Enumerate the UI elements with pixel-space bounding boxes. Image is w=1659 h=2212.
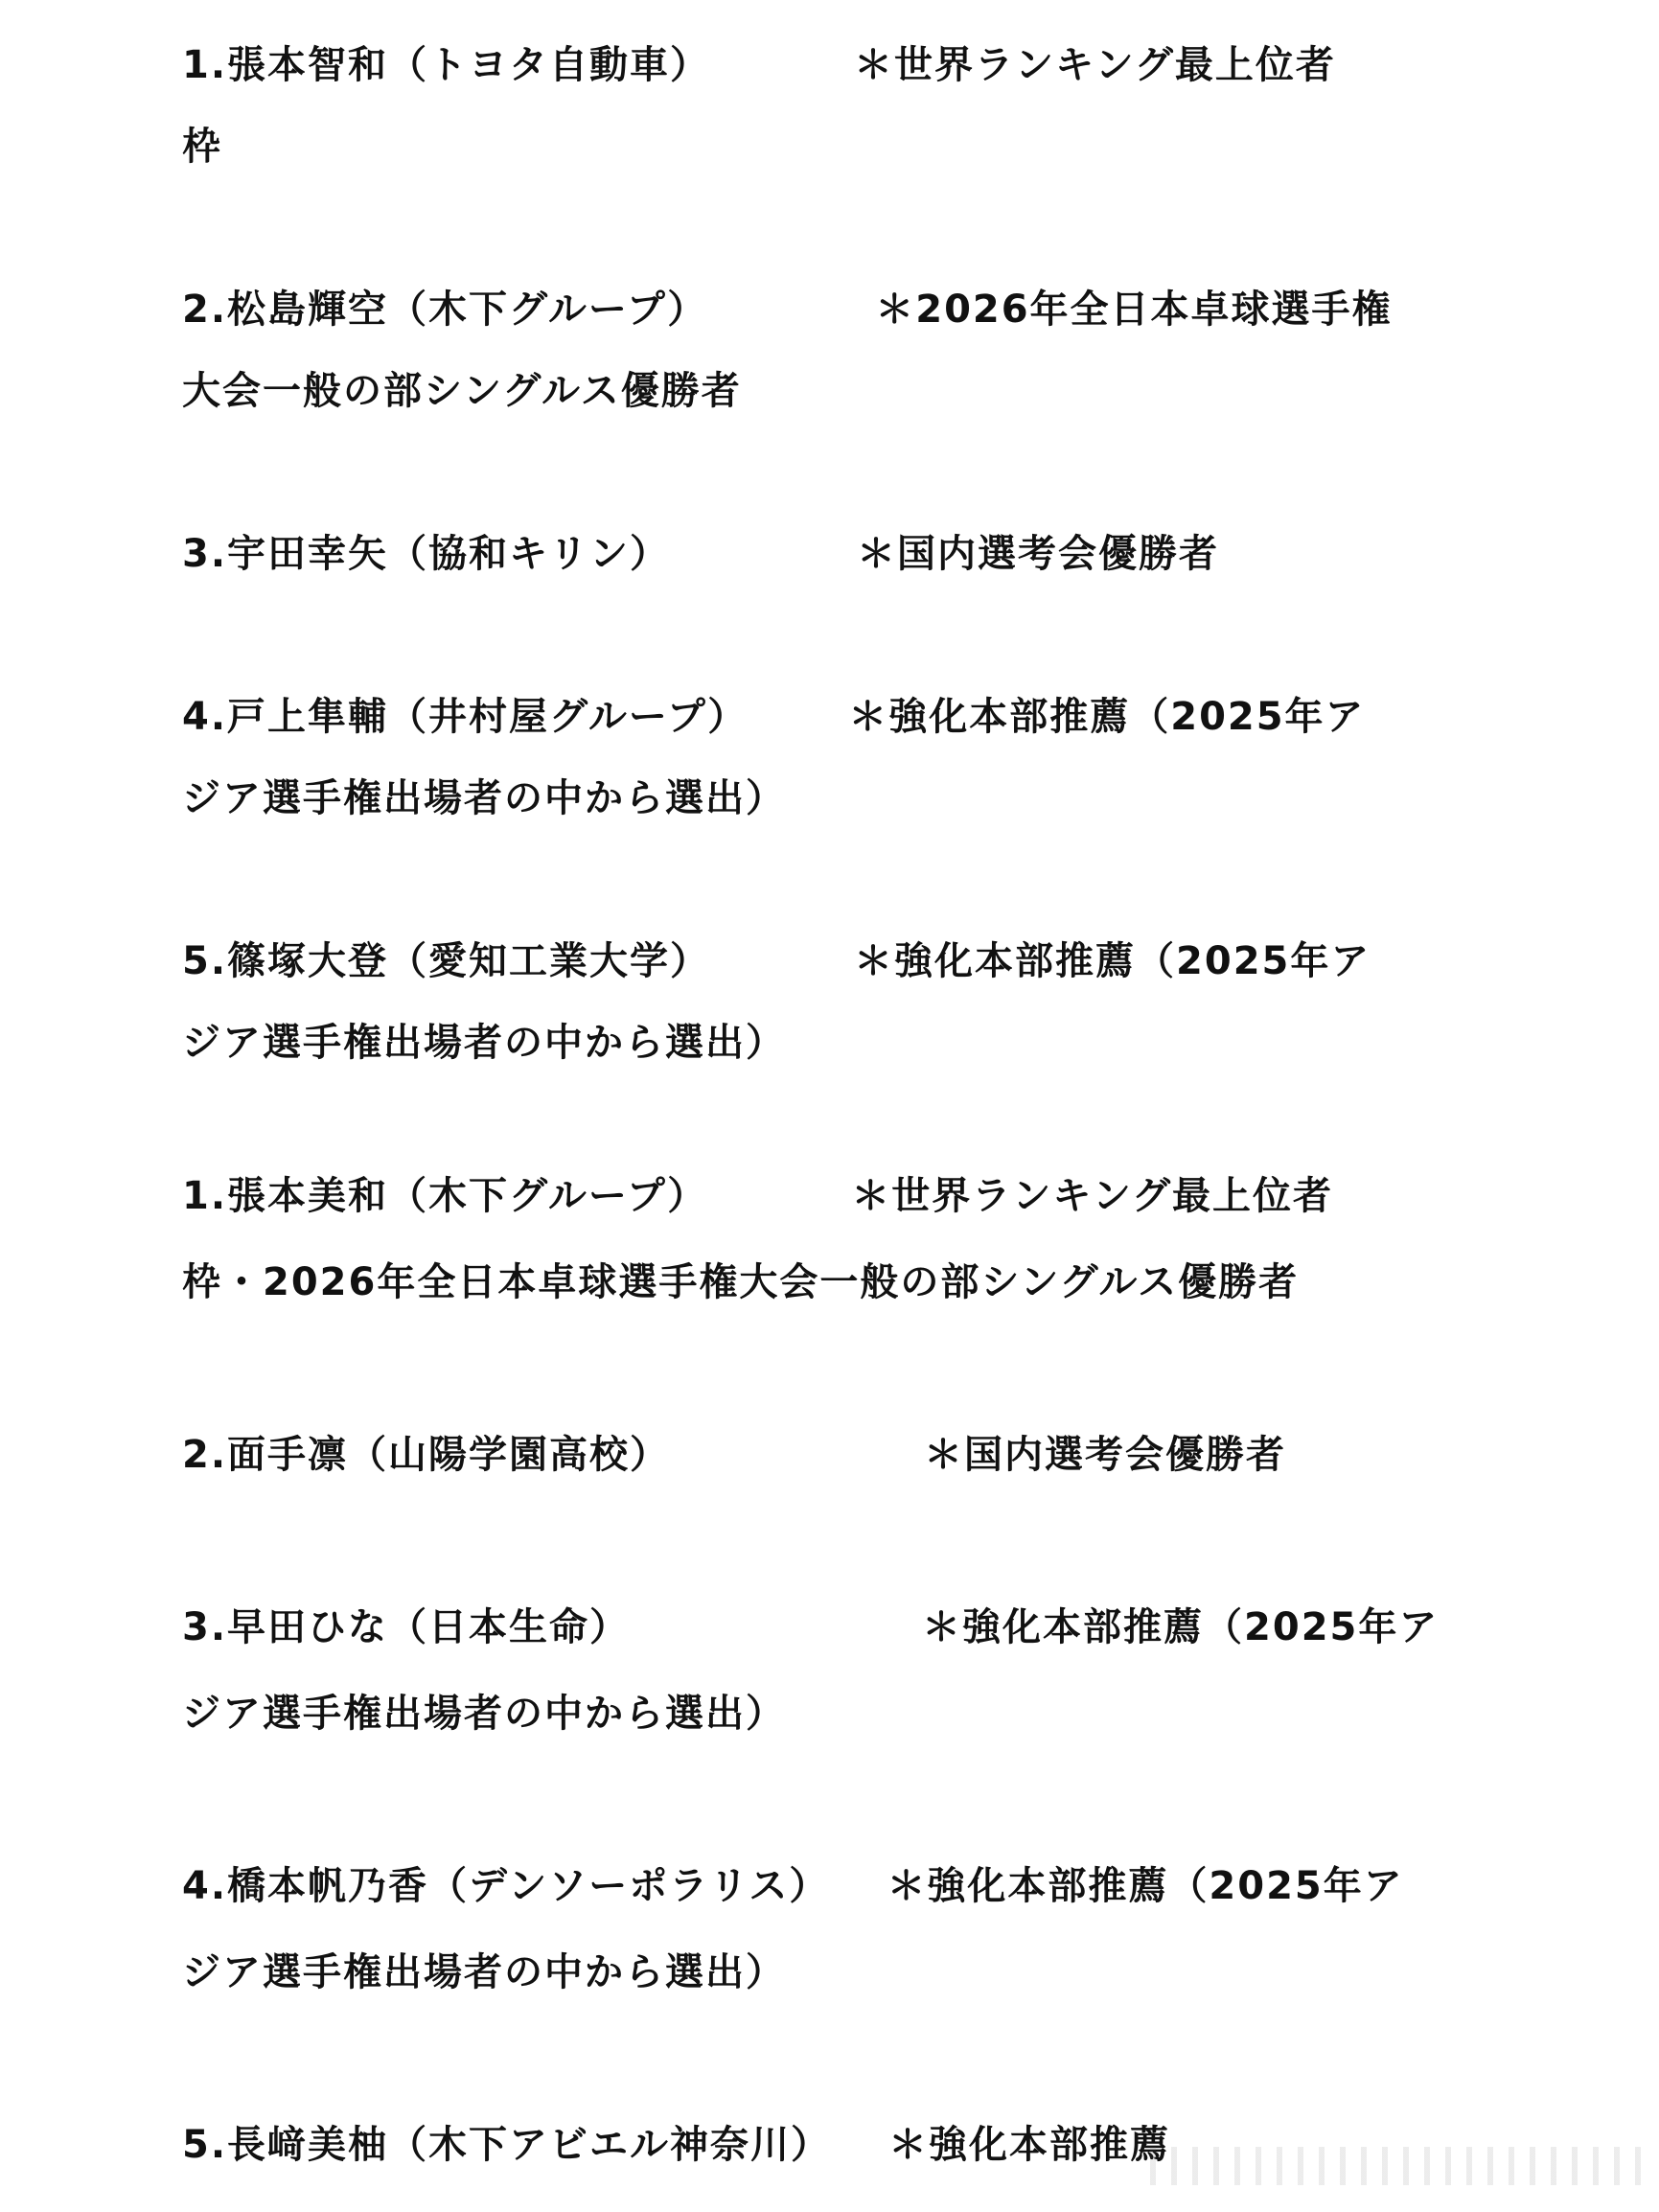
women-3-note: ＊強化本部推薦（2025年ア <box>922 1605 1440 1649</box>
men-entry-1-line1 <box>182 38 1336 92</box>
women-5-rank: 5. <box>182 2123 228 2167</box>
women-5-name: 長﨑美柚 <box>227 2123 389 2167</box>
men-1-rank: 1. <box>182 43 228 87</box>
men-5-note: ＊強化本部推薦（2025年ア <box>854 939 1371 983</box>
men-4-name: 戸上隼輔 <box>227 695 389 739</box>
women-4-note: ＊強化本部推薦（2025年ア <box>887 1864 1404 1908</box>
men-2-rank: 2. <box>182 288 228 332</box>
women-3-note-cont: ジア選手権出場者の中から選出） <box>182 1692 786 1736</box>
men-1-note-cont: 枠 <box>182 125 222 169</box>
men-2-team: （木下グループ） <box>388 288 708 332</box>
women-4-team: （デンソーポラリス） <box>428 1864 830 1908</box>
men-2-note: ＊2026年全日本卓球選手権 <box>875 288 1393 332</box>
women-3-name: 早田ひな <box>227 1605 389 1649</box>
women-2-name: 面手凛 <box>227 1433 349 1477</box>
men-1-note: ＊世界ランキング最上位者 <box>854 43 1336 87</box>
women-entry-4-line2 <box>182 1946 786 1999</box>
women-1-name: 張本美和 <box>227 1174 389 1218</box>
men-entry-4-line1 <box>182 690 1366 744</box>
women-entry-4-line1 <box>182 1859 1404 1913</box>
women-entry-3-line2 <box>182 1687 786 1740</box>
women-4-name: 橋本帆乃香 <box>227 1864 429 1908</box>
watermark-overlay <box>1150 2147 1648 2185</box>
men-3-note: ＊国内選考会優勝者 <box>857 532 1220 576</box>
women-5-team: （木下アビエル神奈川） <box>388 2123 832 2167</box>
women-2-team: （山陽学園高校） <box>348 1433 671 1477</box>
men-entry-1-line2 <box>182 120 222 173</box>
men-5-team: （愛知工業大学） <box>388 939 711 983</box>
women-entry-1-line1 <box>182 1169 1333 1223</box>
women-entry-1-line2 <box>182 1256 1299 1309</box>
women-entry-2-line1 <box>182 1428 1286 1482</box>
women-2-note: ＊国内選考会優勝者 <box>924 1433 1287 1477</box>
men-3-team: （協和キリン） <box>388 532 671 576</box>
women-entry-5-line1 <box>182 2118 1170 2172</box>
men-entry-2-line1 <box>182 283 1393 336</box>
women-1-team: （木下グループ） <box>388 1174 708 1218</box>
men-entry-3-line1 <box>182 527 1219 581</box>
men-4-note: ＊強化本部推薦（2025年ア <box>848 695 1366 739</box>
men-3-name: 宇田幸矢 <box>227 532 389 576</box>
women-4-rank: 4. <box>182 1864 228 1908</box>
women-4-note-cont: ジア選手権出場者の中から選出） <box>182 1950 786 1994</box>
men-5-note-cont: ジア選手権出場者の中から選出） <box>182 1021 786 1065</box>
men-entry-5-line2 <box>182 1016 786 1070</box>
women-1-rank: 1. <box>182 1174 228 1218</box>
men-entry-4-line2 <box>182 772 786 825</box>
women-3-rank: 3. <box>182 1605 228 1649</box>
men-entry-2-line2 <box>182 364 742 418</box>
men-2-name: 松島輝空 <box>227 288 389 332</box>
men-3-rank: 3. <box>182 532 228 576</box>
men-1-name: 張本智和 <box>227 43 389 87</box>
men-4-note-cont: ジア選手権出場者の中から選出） <box>182 776 786 820</box>
men-5-name: 篠塚大登 <box>227 939 389 983</box>
men-4-team: （井村屋グループ） <box>388 695 749 739</box>
men-4-rank: 4. <box>182 695 228 739</box>
women-3-team: （日本生命） <box>388 1605 631 1649</box>
men-1-team: （トヨタ自動車） <box>388 43 711 87</box>
women-entry-3-line1 <box>182 1601 1439 1654</box>
men-entry-5-line1 <box>182 934 1371 988</box>
women-1-note-cont: 枠・2026年全日本卓球選手権大会一般の部シングルス優勝者 <box>182 1260 1300 1304</box>
men-5-rank: 5. <box>182 939 228 983</box>
men-2-note-cont: 大会一般の部シングルス優勝者 <box>182 369 742 413</box>
women-1-note: ＊世界ランキング最上位者 <box>851 1174 1334 1218</box>
women-2-rank: 2. <box>182 1433 228 1477</box>
women-5-note: ＊強化本部推薦 <box>888 2123 1171 2167</box>
